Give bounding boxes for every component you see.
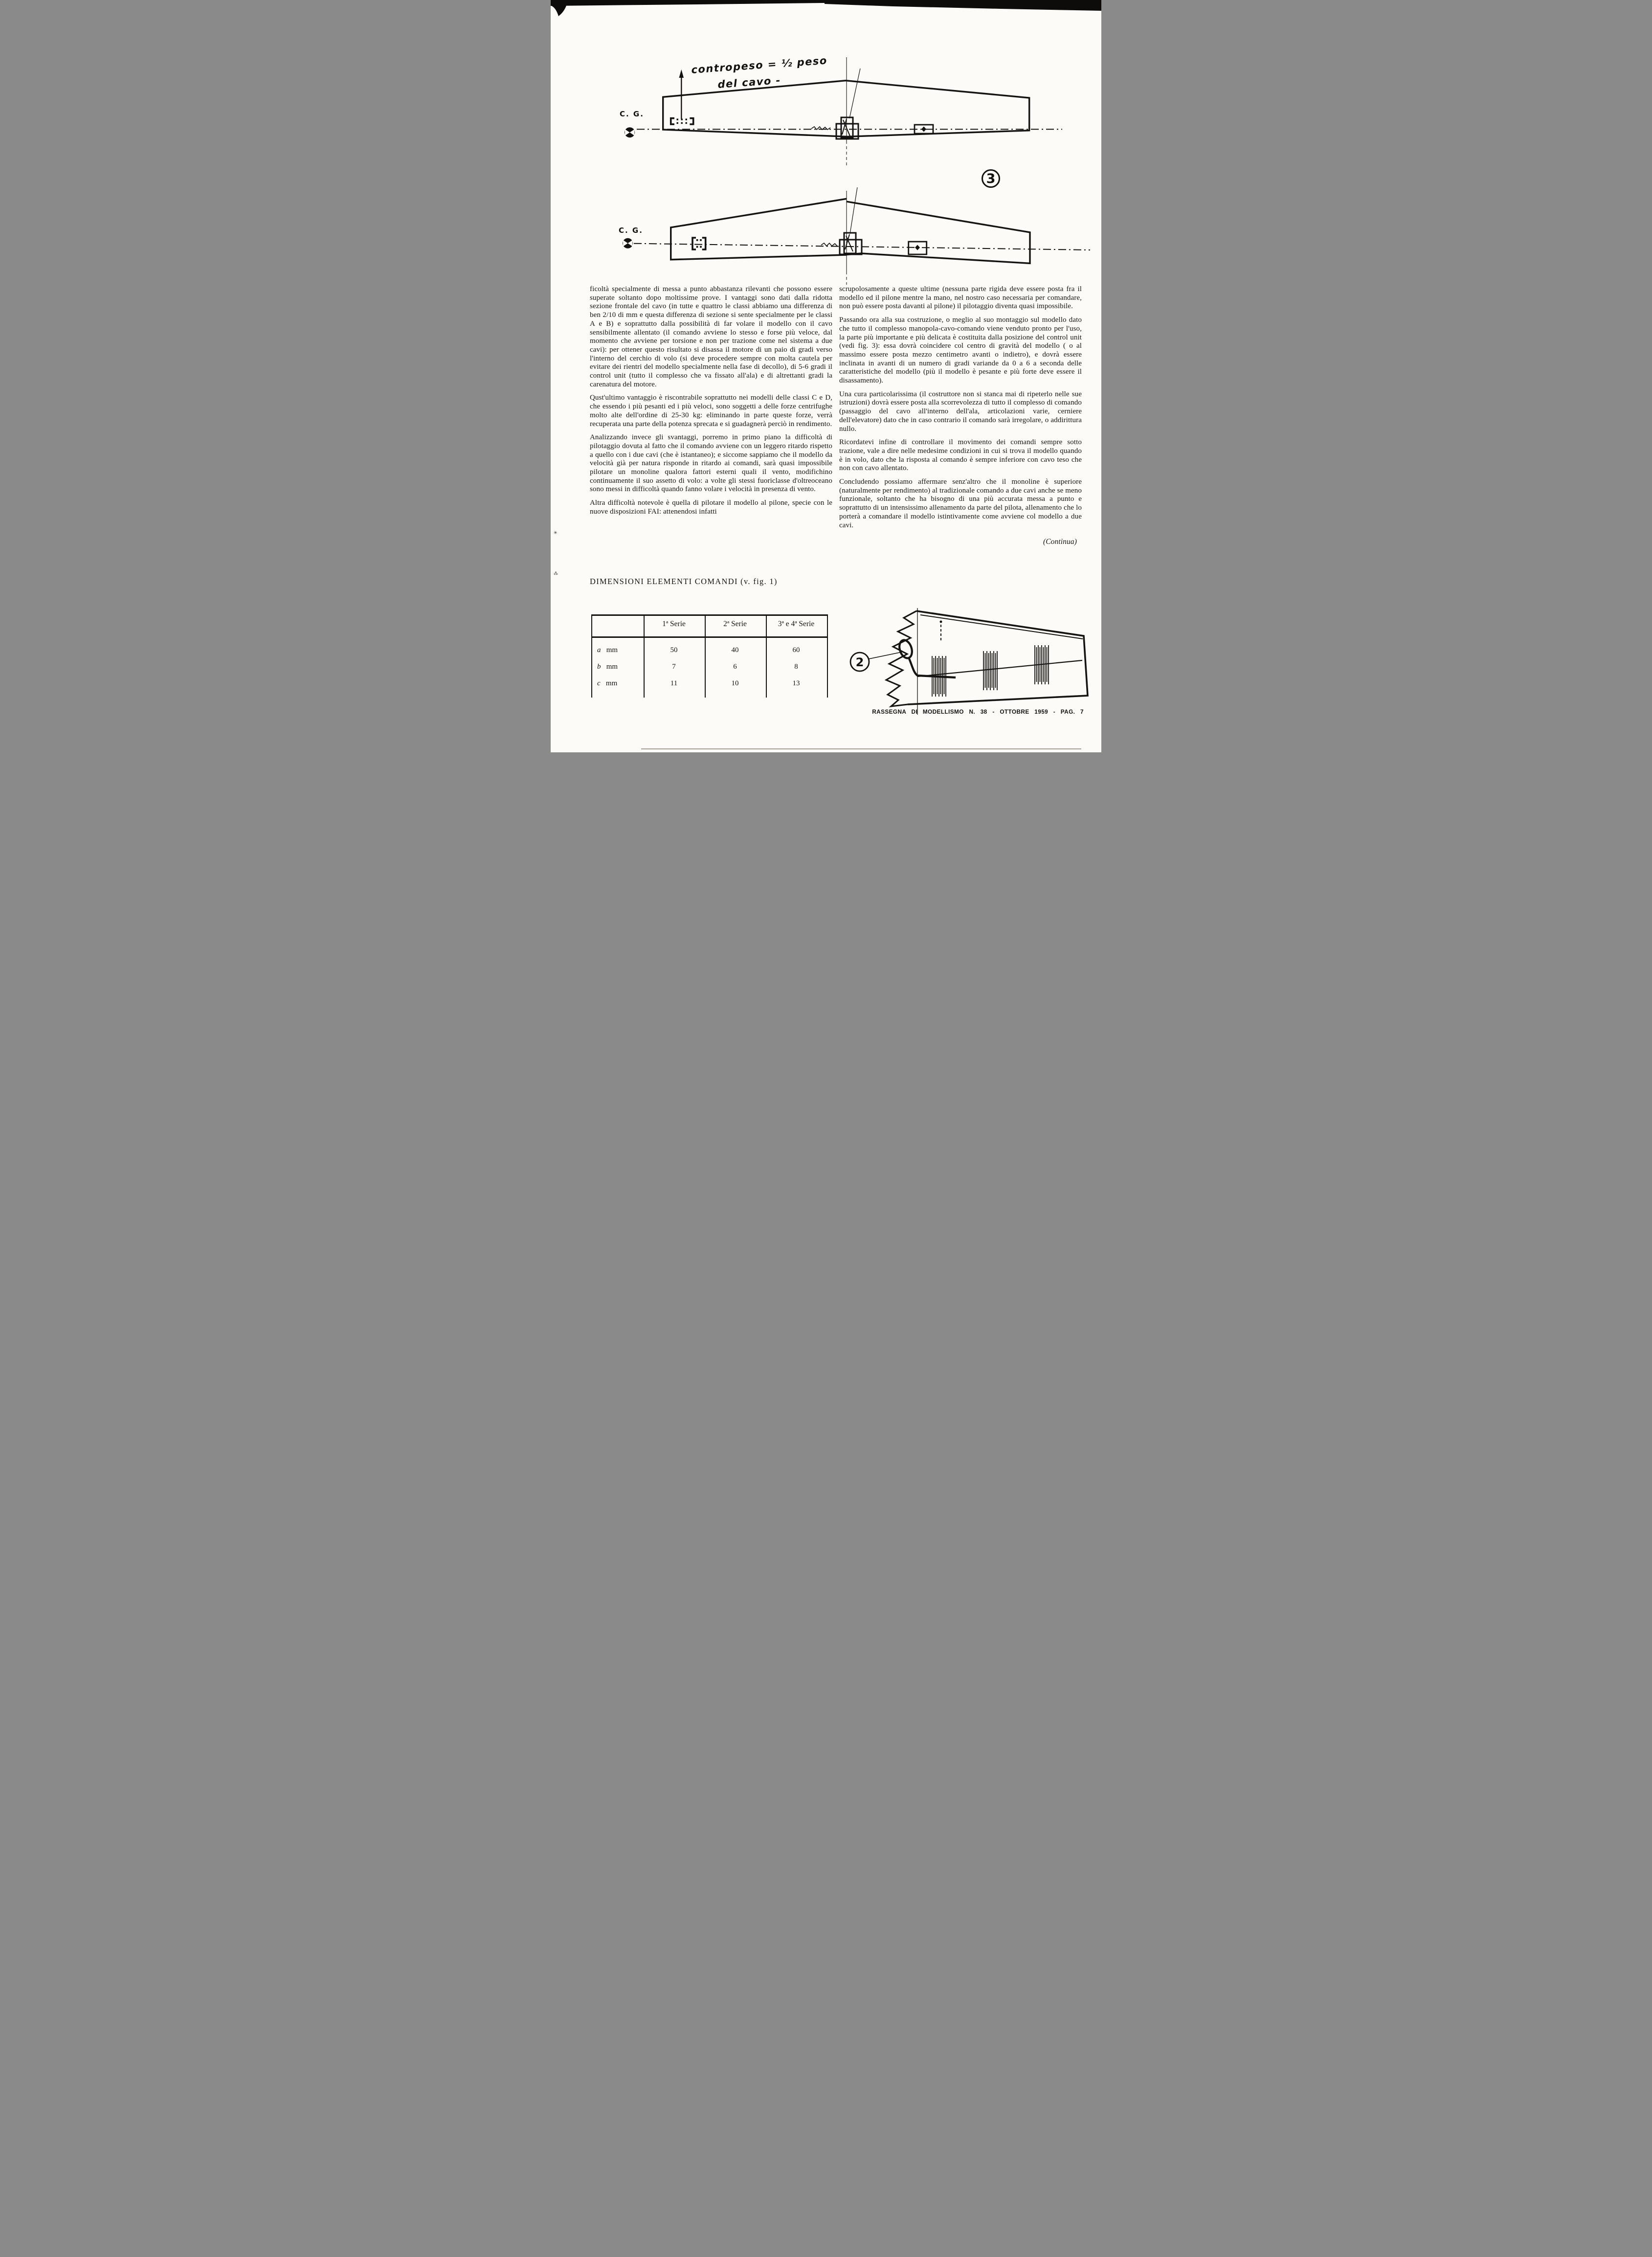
- paragraph: ficoltà specialmente di messa a punto abbastanza rilevanti che possono essere superate soltanto dopo moltissime prove. I vantaggi sono dati dalla ridotta sezione frontale del cavo (in tutte e quattro le classi abbiamo una differenza di ben 2/10 di mm e questa differenza di sezione si sente specialmente per le classi A e B) e soprattutto dalla possibilità di far volare il modello con il cavo sensibilmente allentato (il comando avviene lo stesso e forse più veloce, dal momento che avviene per torsione e non per trazione come nel sistema a due cavi): per ottener questo risultato si disassa il motore di un paio di gradi verso l'interno del cerchio di volo (si deve procedere sempre con molta cautela per evitare dei rientri del modello specialmente nella fase di decollo), di 5-6 gradi il control unit (tutto il complesso che va fissato all'ala) e di altrettanti gradi la carenatura del motore.: [590, 285, 832, 388]
- row-unit: mm: [606, 646, 618, 654]
- table-vline: [644, 614, 645, 698]
- row-label-b: b: [597, 663, 601, 671]
- row-label-c: c: [597, 679, 601, 687]
- handwritten-annotation: [691, 55, 828, 90]
- section-heading: DIMENSIONI ELEMENTI COMANDI (v. fig. 1): [590, 577, 778, 586]
- table-vline: [705, 614, 706, 698]
- counterweight-bracket-icon: [671, 118, 693, 124]
- value-b-serie2: 6: [733, 663, 737, 671]
- paragraph: scrupolosamente a queste ultime (nessuna parte rigida deve essere posta fra il modello ed il pilone mentre la mano, nel nostro caso necessaria per comandare, non può essere posta davanti al pilone) il pilotaggio diventa quasi impossibile.: [839, 285, 1082, 311]
- table-vline: [766, 614, 767, 698]
- annotation-arrow-icon: [679, 69, 684, 119]
- figure-2-diagram: [839, 608, 1092, 718]
- control-cable-line-2: [850, 187, 857, 234]
- value-a-serie2: 40: [731, 646, 739, 654]
- scan-edge-artifact: [551, 0, 1101, 18]
- table-header-serie1: 1ª Serie: [662, 620, 686, 628]
- cg-symbol-front-icon: [625, 127, 635, 137]
- table-header-rule: [591, 636, 828, 638]
- value-a-serie34: 60: [792, 646, 800, 654]
- table-header-serie2: 2ª Serie: [723, 620, 747, 628]
- value-b-serie1: 7: [672, 663, 676, 671]
- figure-3-diagram: [551, 54, 1101, 296]
- value-c-serie34: 13: [792, 679, 800, 687]
- scan-speck: ⁂: [554, 571, 558, 576]
- scan-speck: ✳: [554, 531, 558, 536]
- table-header-serie34: 3ª e 4ª Serie: [778, 620, 815, 628]
- value-b-serie34: 8: [794, 663, 798, 671]
- paragraph: Concludendo possiamo affermare senz'altro che il monoline è superiore (naturalmente per rendimento) al tradizionale comando a due cavi anche se meno funzionale, soltanto che ha bisogno di una più accurata messa a punto e soprattutto di un intensissimo allenamento da parte del pilota, allenamento che lo porterà a comandare il modello istintivamente come avviene col modello a due cavi.: [839, 478, 1082, 529]
- annotation-line2: del cavo -: [717, 74, 781, 90]
- row-unit: mm: [605, 679, 618, 687]
- dimensions-table: [591, 614, 828, 700]
- magazine-page-scan: [551, 0, 1101, 752]
- cable-squiggle-2: [821, 243, 837, 246]
- paragraph: Qust'ultimo vantaggio è riscontrabile soprattutto nei modelli delle classi C e D, che essendo i più pesanti ed i più veloci, sono soggetti a delle forze centrifughe molto alte dell'ordine di 25-30 kg: eliminando in parte queste forze, verrà recuperata una parte della potenza sprecata e si guadagnerà perciò in rendimento.: [590, 394, 832, 428]
- counterweight-bracket-2-icon: [692, 238, 706, 249]
- binding-hatch-2: [983, 651, 997, 690]
- hook-wire: [897, 638, 915, 660]
- figure-2-number-badge: [850, 653, 869, 671]
- cg-symbol-plan-icon: [623, 238, 633, 248]
- paragraph: Passando ora alla sua costruzione, o meglio al suo montaggio sul modello dato che tutto il complesso manopola-cavo-comando viene venduto pronto per l'uso, la parte più importante e più delicata è costituita dalla posizione del control unit (vedi fig. 3): essa dovrà coincidere col centro di gravità del modello ( o al massimo essere posta mezzo centimetro avanti o indietro), e dovrà essere inclinata in avanti di un numero di gradi variande da 0 a 6 a seconda delle caratteristiche del modello (più il modello è pesante e più forte deve essere il disassamento).: [839, 316, 1082, 385]
- binding-hatch-1: [932, 656, 946, 697]
- wing-lower-view-drawing: [634, 187, 1090, 285]
- figure-3-number: 3: [986, 171, 996, 186]
- control-cable-line: [849, 68, 860, 118]
- row-label-a: a: [597, 646, 601, 654]
- binding-hatch-3: [1035, 645, 1049, 684]
- left-text-column: [590, 285, 832, 521]
- cg-label-plan: C. G.: [619, 226, 643, 235]
- value-a-serie1: 50: [670, 646, 678, 654]
- table-vline: [827, 614, 828, 698]
- control-unit-plan: [840, 233, 862, 254]
- cg-label-front: C. G.: [620, 110, 644, 118]
- figure-2-number: 2: [855, 655, 864, 669]
- annotation-line1: contropeso = ½ peso: [691, 54, 828, 76]
- table-vline: [591, 614, 592, 698]
- value-c-serie1: 11: [670, 679, 678, 687]
- row-unit: mm: [606, 663, 618, 671]
- paragraph: Ricordatevi infine di controllare il movimento dei comandi sempre sotto trazione, vale a dire nelle medesime condizioni in cui si trova il modello quando è in volo, dato che la risposta al comando è sempre inferiore con cavo teso che non con cavo allentato.: [839, 438, 1082, 473]
- paragraph: Altra difficoltà notevole è quella di pilotare il modello al pilone, specie con le nuove disposizioni FAI: attenendosi infatti: [590, 499, 832, 516]
- value-c-serie2: 10: [731, 679, 739, 687]
- scan-bottom-line: [641, 748, 1081, 749]
- wing-section-sketch: [869, 608, 1088, 715]
- torn-edge: [886, 611, 916, 706]
- table-top-rule: [591, 614, 828, 616]
- page-footer: RASSEGNA DI MODELLISMO N. 38 - OTTOBRE 1959 - PAG. 7: [872, 708, 1084, 715]
- continua-note: (Continua): [1043, 538, 1077, 546]
- right-text-column: [839, 285, 1082, 546]
- paragraph: Analizzando invece gli svantaggi, porremo in primo piano la difficoltà di pilotaggio dovuta al fatto che il comando avviene con un leggero ritardo rispetto a quello con i due cavi (che è istantaneo); e siccome sappiamo che il modello da velocità già per natura risponde in ritardo ai comandi, sarà quasi impossibile pilotare un monoline qualora fattori esterni quali il vento, modifichino continuamente il suo assetto di volo: a volte gli stessi fuoriclasse d'oltreoceano sono messi in difficoltà quando fanno volare i velocità in presenza di vento.: [590, 433, 832, 494]
- paragraph: Una cura particolarissima (il costruttore non si stanca mai di ripeterlo nelle sue istruzioni) dovrà essere posta alla scorrevolezza di tutto il complesso di comando (passaggio del cavo all'interno dell'ala, articolazioni varie, cerniere dell'elevatore) dato che in caso contrario il comando sarà irregolare, o addirittura nullo.: [839, 390, 1082, 433]
- figure-3-number-badge: [982, 170, 1000, 187]
